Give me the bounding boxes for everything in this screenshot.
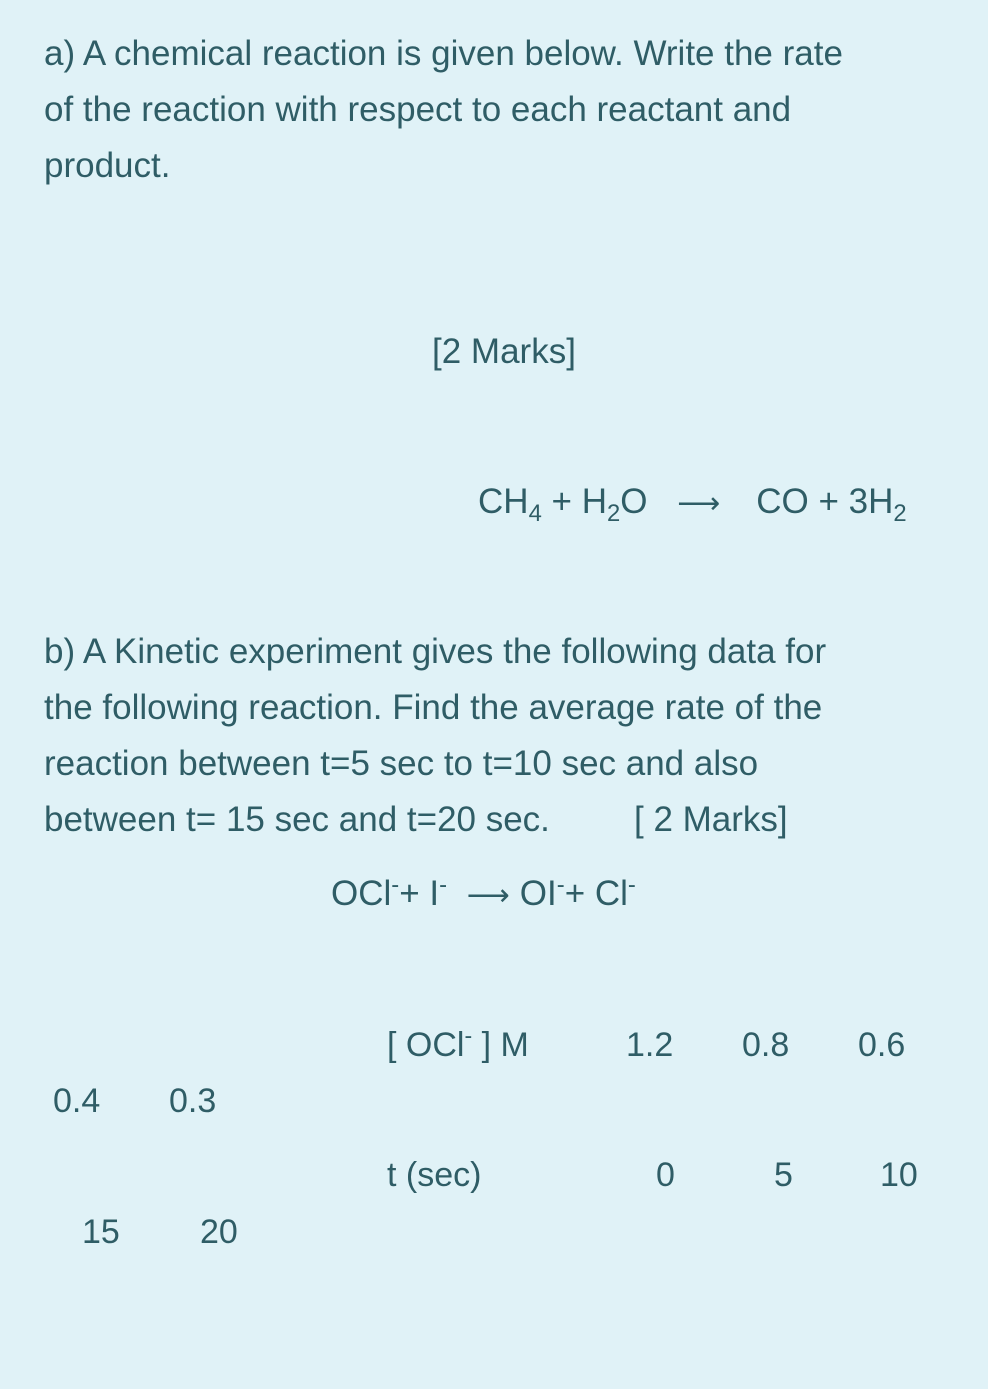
concentration-label (387, 1022, 529, 1065)
reactant-iodide: + I (399, 874, 440, 913)
plus-sign: + (541, 482, 582, 521)
part-b-equation (331, 871, 636, 916)
reactant-iodide-charge: - (439, 871, 448, 899)
concentration-label-charge: - (464, 1022, 473, 1049)
product-h-subscript: 2 (893, 500, 907, 527)
part-b-line-2: the following reaction. Find the average rate of the (44, 688, 823, 727)
part-b-line-1: b) A Kinetic experiment gives the following data for (44, 632, 827, 671)
part-a-marks: [2 Marks] (432, 332, 576, 371)
part-a-line-3: product. (44, 146, 171, 185)
part-a-equation (478, 482, 907, 527)
time-value: 5 (774, 1156, 793, 1194)
product-chloride-charge: - (627, 871, 636, 899)
time-value: 20 (200, 1213, 238, 1251)
reaction-arrow: ⟶ (677, 487, 721, 520)
time-value: 15 (82, 1213, 120, 1251)
product-h: 3H (848, 482, 894, 521)
part-a-line-1: a) A chemical reaction is given below. Write the rate (44, 34, 843, 73)
product-chloride: + Cl (564, 874, 628, 913)
concentration-value: 0.3 (169, 1082, 217, 1120)
product-oi-charge: - (556, 871, 565, 899)
part-a-line-2: of the reaction with respect to each reactant and (44, 90, 792, 129)
reactant-h: H (581, 482, 607, 521)
reactant-ch: CH (478, 482, 529, 521)
reactant-ocl: OCl (331, 874, 392, 913)
concentration-value: 1.2 (626, 1026, 674, 1064)
reactant-ocl-charge: - (391, 871, 400, 899)
concentration-value: 0.4 (53, 1082, 101, 1120)
concentration-label-close: ] M (472, 1026, 529, 1064)
part-b-marks: [ 2 Marks] (634, 800, 788, 839)
product-oi: OI (519, 874, 557, 913)
product-co: CO (756, 482, 809, 521)
time-value: 10 (880, 1156, 918, 1194)
reactant-ch-subscript: 4 (528, 500, 542, 527)
reactant-o: O (620, 482, 648, 521)
part-a-question (44, 26, 843, 194)
part-b-line-4: between t= 15 sec and t=20 sec. (44, 800, 550, 839)
reaction-arrow: ⟶ (466, 879, 510, 912)
time-label: t (sec) (387, 1156, 482, 1194)
concentration-value: 0.6 (858, 1026, 906, 1064)
concentration-label-open: [ OCl (387, 1026, 465, 1064)
concentration-value: 0.8 (742, 1026, 790, 1064)
reactant-h-subscript: 2 (606, 500, 621, 527)
time-value: 0 (656, 1156, 675, 1194)
plus-sign: + (808, 482, 849, 521)
part-b-line-3: reaction between t=5 sec to t=10 sec and also (44, 744, 759, 783)
